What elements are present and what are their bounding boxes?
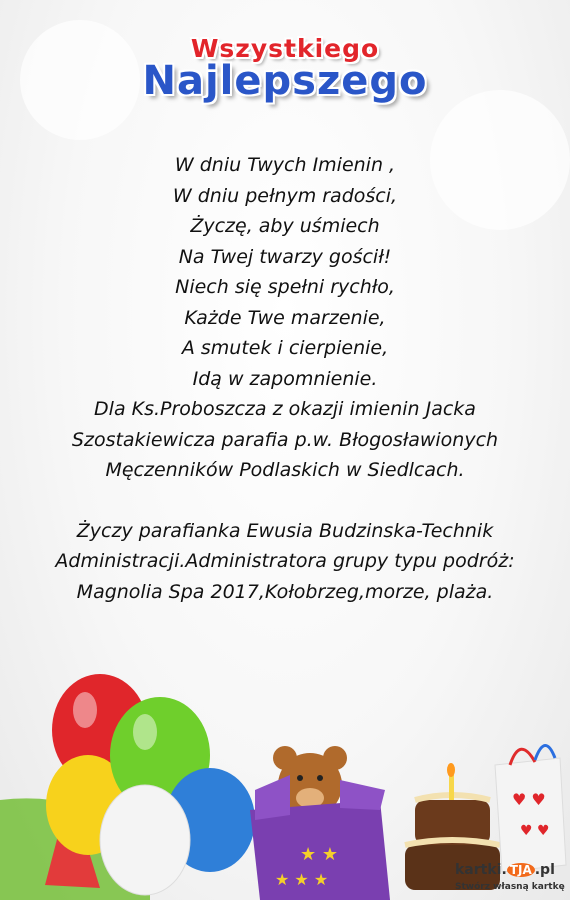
poem-line: W dniu pełnym radości, (172, 184, 398, 207)
poem-line: Każde Twe marzenie, (184, 306, 386, 329)
card-title-line2: Najlepszego (142, 58, 428, 104)
signature-line: Życzy parafianka Ewusia Budzinska-Technik (76, 519, 494, 542)
greeting-text (20, 150, 550, 607)
signature-line: Magnolia Spa 2017,Kołobrzeg,morze, plaża. (76, 580, 494, 603)
card-title-line1: Wszystkiego (190, 34, 380, 63)
poem-line: Niech się spełni rychło, (175, 276, 395, 298)
svg-text:♥ ♥: ♥ ♥ (512, 790, 546, 809)
spacer (20, 486, 550, 516)
poem-line: W dniu Twych Imienin , (174, 154, 396, 176)
white-balloon-icon (100, 785, 190, 895)
dedication-line: Szostakiewicza parafia p.w. Błogosławionych (71, 428, 499, 451)
brand-logo[interactable] (455, 862, 567, 898)
poem-line: Życzę, aby uśmiech (190, 215, 380, 237)
poem-line: A smutek i cierpienie, (181, 337, 389, 359)
poem-line: Idą w zapomnienie. (192, 367, 378, 390)
dedication-line: Dla Ks.Proboszcza z okazji imienin Jacka (94, 398, 476, 420)
brand-name-text: kartki. (455, 862, 507, 878)
gift-bag-icon (495, 758, 566, 872)
party-decoration (0, 640, 570, 900)
brand-tld: .pl (534, 862, 555, 878)
svg-text:♥ ♥: ♥ ♥ (520, 823, 550, 839)
signature-line: Administracji.Administratora grupy typu podróż: (55, 550, 515, 572)
brand-tagline: Stwórz własną kartkę (455, 882, 565, 892)
brand-badge: TJA (507, 863, 535, 877)
svg-text:★ ★: ★ ★ (300, 844, 338, 865)
poem-line: Na Twej twarzy gościł! (178, 245, 392, 268)
dedication-line: Męczenników Podlaskich w Siedlcach. (105, 459, 465, 481)
svg-text:★ ★ ★: ★ ★ ★ (275, 870, 329, 889)
brand-name (455, 862, 555, 878)
